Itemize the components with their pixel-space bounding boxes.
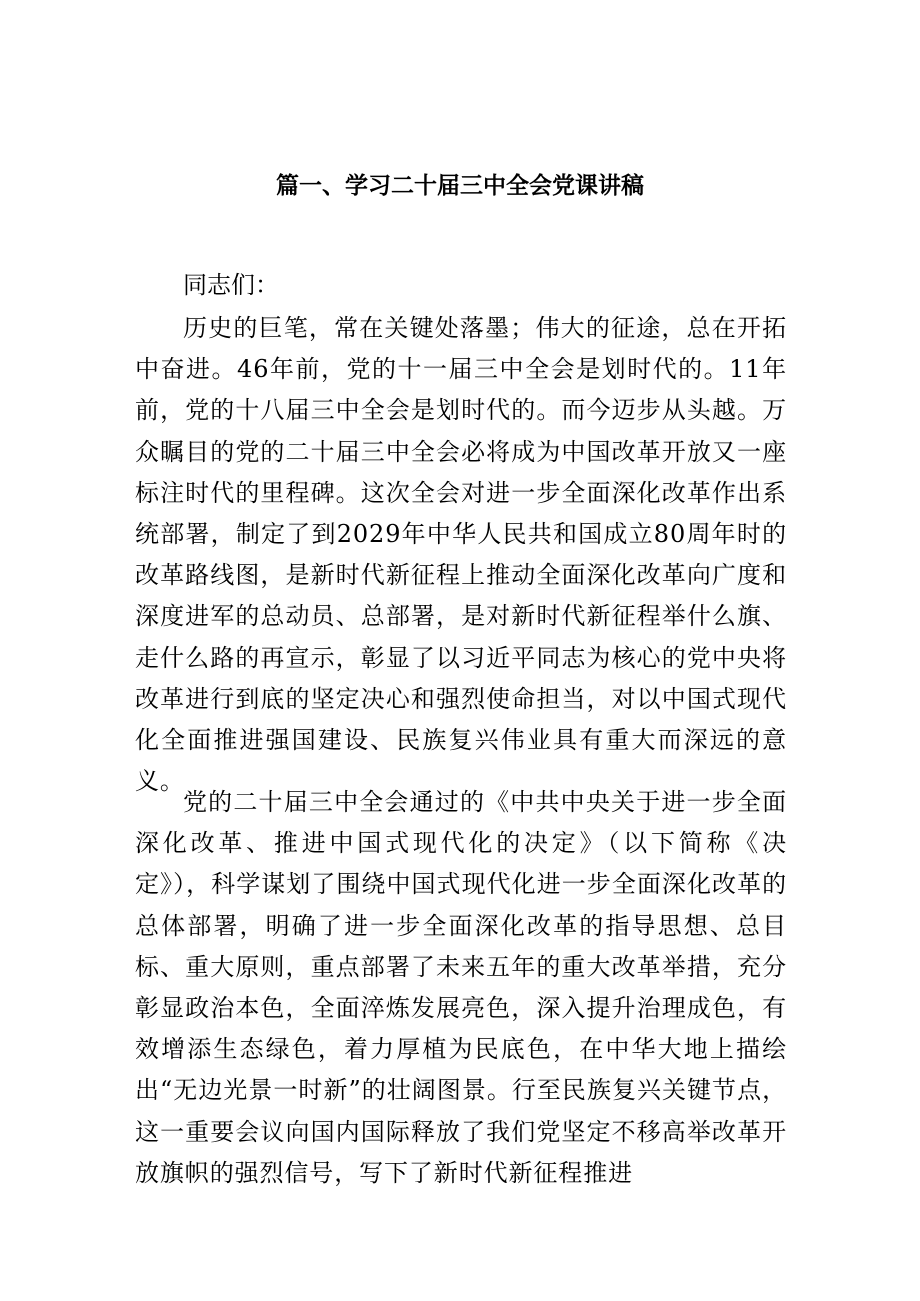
- document-title: 篇一、学习二十届三中全会党课讲稿: [276, 173, 644, 199]
- paragraph-1: 历史的巨笔，常在关键处落墨；伟大的征途，总在开拓中奋进。46年前，党的十一届三中全会是划时代的。11年前，党的十八届三中全会是划时代的。而今迈步从头越。万众瞩目的党的二十届三中全会必将成为中国改革开放又一座标注时代的里程碑。这次全会对进一步全面深化改革作出系统部署，制定了到2029年中华人民共和国成立80周年时的改革路线图，是新时代新征程上推动全面深化改革向广度和深度进军的总动员、总部署，是对新时代新征程举什么旗、走什么路的再宣示，彰显了以习近平同志为核心的党中央将改革进行到底的坚定决心和强烈使命担当，对以中国式现代化全面推进强国建设、民族复兴伟业具有重大而深远的意义。: [135, 314, 787, 796]
- paragraph-2: 党的二十届三中全会通过的《中共中央关于进一步全面深化改革、推进中国式现代化的决定》（以下简称《决定》），科学谋划了围绕中国式现代化进一步全面深化改革的总体部署，明确了进一步全面深化改革的指导思想、总目标、重大原则，重点部署了未来五年的重大改革举措，充分彰显政治本色，全面淬炼发展亮色，深入提升治理成色，有效增添生态绿色，着力厚植为民底色，在中华大地上描绘出“无边光景一时新”的壮阔图景。行至民族复兴关键节点，这一重要会议向国内国际释放了我们党坚定不移高举改革开放旗帜的强烈信号，写下了新时代新征程推进: [135, 788, 787, 1187]
- salutation: 同志们：: [183, 271, 279, 299]
